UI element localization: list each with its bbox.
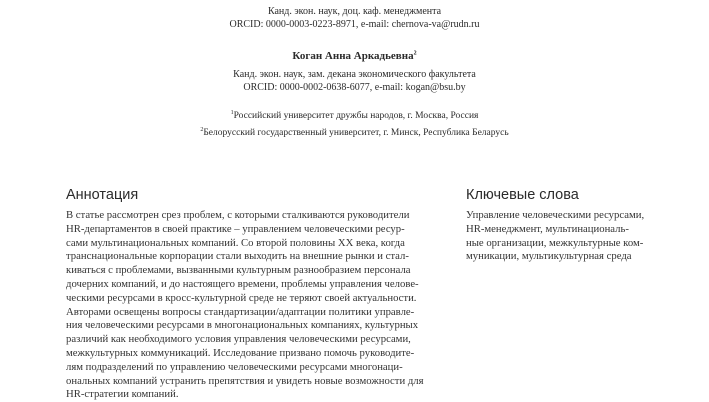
abstract-line: ональных компаний устранить препятствия и увидеть новые возможности для bbox=[66, 374, 424, 387]
keywords-line: Управление человеческими ресурсами, bbox=[466, 209, 645, 221]
keywords-heading: Ключевые слова bbox=[466, 187, 579, 203]
author2-position: Канд. экон. наук, зам. декана экономического факультета bbox=[233, 69, 476, 80]
abstract-line: различий как необходимого условия управления человеческими ресурсами, bbox=[66, 333, 411, 346]
author2-orcid: ORCID: 0000-0002-0638-6077, e-mail: kogan@bsu.by bbox=[243, 82, 466, 93]
affiliation-1 bbox=[0, 110, 709, 121]
affiliation-2-text: Белорусский государственный университет, г. Минск, Республика Беларусь bbox=[203, 128, 509, 139]
author1-position: Канд. экон. наук, доц. каф. менеджмента bbox=[267, 6, 442, 17]
author1-orcid: ORCID: 0000-0003-0223-8971, e-mail: chernova-va@rudn.ru bbox=[229, 19, 480, 30]
abstract-line: ния человеческими ресурсами в многонациональных компаниях, культурных bbox=[66, 319, 419, 332]
abstract-line: киваться с проблемами, вызванными культурным разнообразием персонала bbox=[66, 264, 411, 277]
author2-name bbox=[0, 50, 709, 62]
abstract-line: ческими ресурсами в кросс-культурной среде не теряют своей актуальности. bbox=[66, 291, 417, 304]
author2-name-text: Коган Анна Аркадьевна bbox=[292, 50, 414, 62]
affiliation-1-text: Российский университет дружбы народов, г. Москва, Россия bbox=[233, 111, 479, 122]
keywords-line: ные организации, межкультурные ком- bbox=[466, 236, 644, 249]
abstract-line: лям подразделений по управлению человеческими ресурсами многонаци- bbox=[66, 360, 403, 373]
abstract-line: дочерних компаний, и до настоящего времени, проблемы управления челове- bbox=[66, 277, 419, 290]
abstract-line: HR-стратегии компаний. bbox=[66, 388, 179, 401]
keywords-text bbox=[466, 209, 644, 264]
abstract-heading: Аннотация bbox=[66, 187, 139, 203]
affiliation-2-sup: 2 bbox=[200, 127, 204, 133]
keywords-line: муникации, мультикультурная среда bbox=[466, 250, 632, 263]
abstract-line: Авторами освещены вопросы стандартизации/адаптации политики управле- bbox=[66, 305, 415, 318]
abstract-line: межкультурных коммуникаций. Исследование призвано помочь руководите- bbox=[66, 346, 415, 359]
abstract-line: транснациональные корпорации стали выходить на внешние рынки и стал- bbox=[66, 250, 409, 263]
author2-sup: 2 bbox=[413, 50, 417, 57]
abstract-line: сами мультинациональных компаний. Со второй половины XX века, когда bbox=[66, 236, 405, 249]
affiliation-1-sup: 1 bbox=[230, 110, 234, 116]
abstract-line: В статье рассмотрен срез проблем, с которыми сталкиваются руководители bbox=[66, 209, 410, 221]
affiliation-2 bbox=[0, 127, 709, 138]
abstract-line: HR-департаментов в своей практике – управлением человеческими ресур- bbox=[66, 222, 405, 235]
abstract-text bbox=[66, 209, 424, 402]
keywords-line: HR-менеджмент, мультинациональ- bbox=[466, 222, 629, 235]
